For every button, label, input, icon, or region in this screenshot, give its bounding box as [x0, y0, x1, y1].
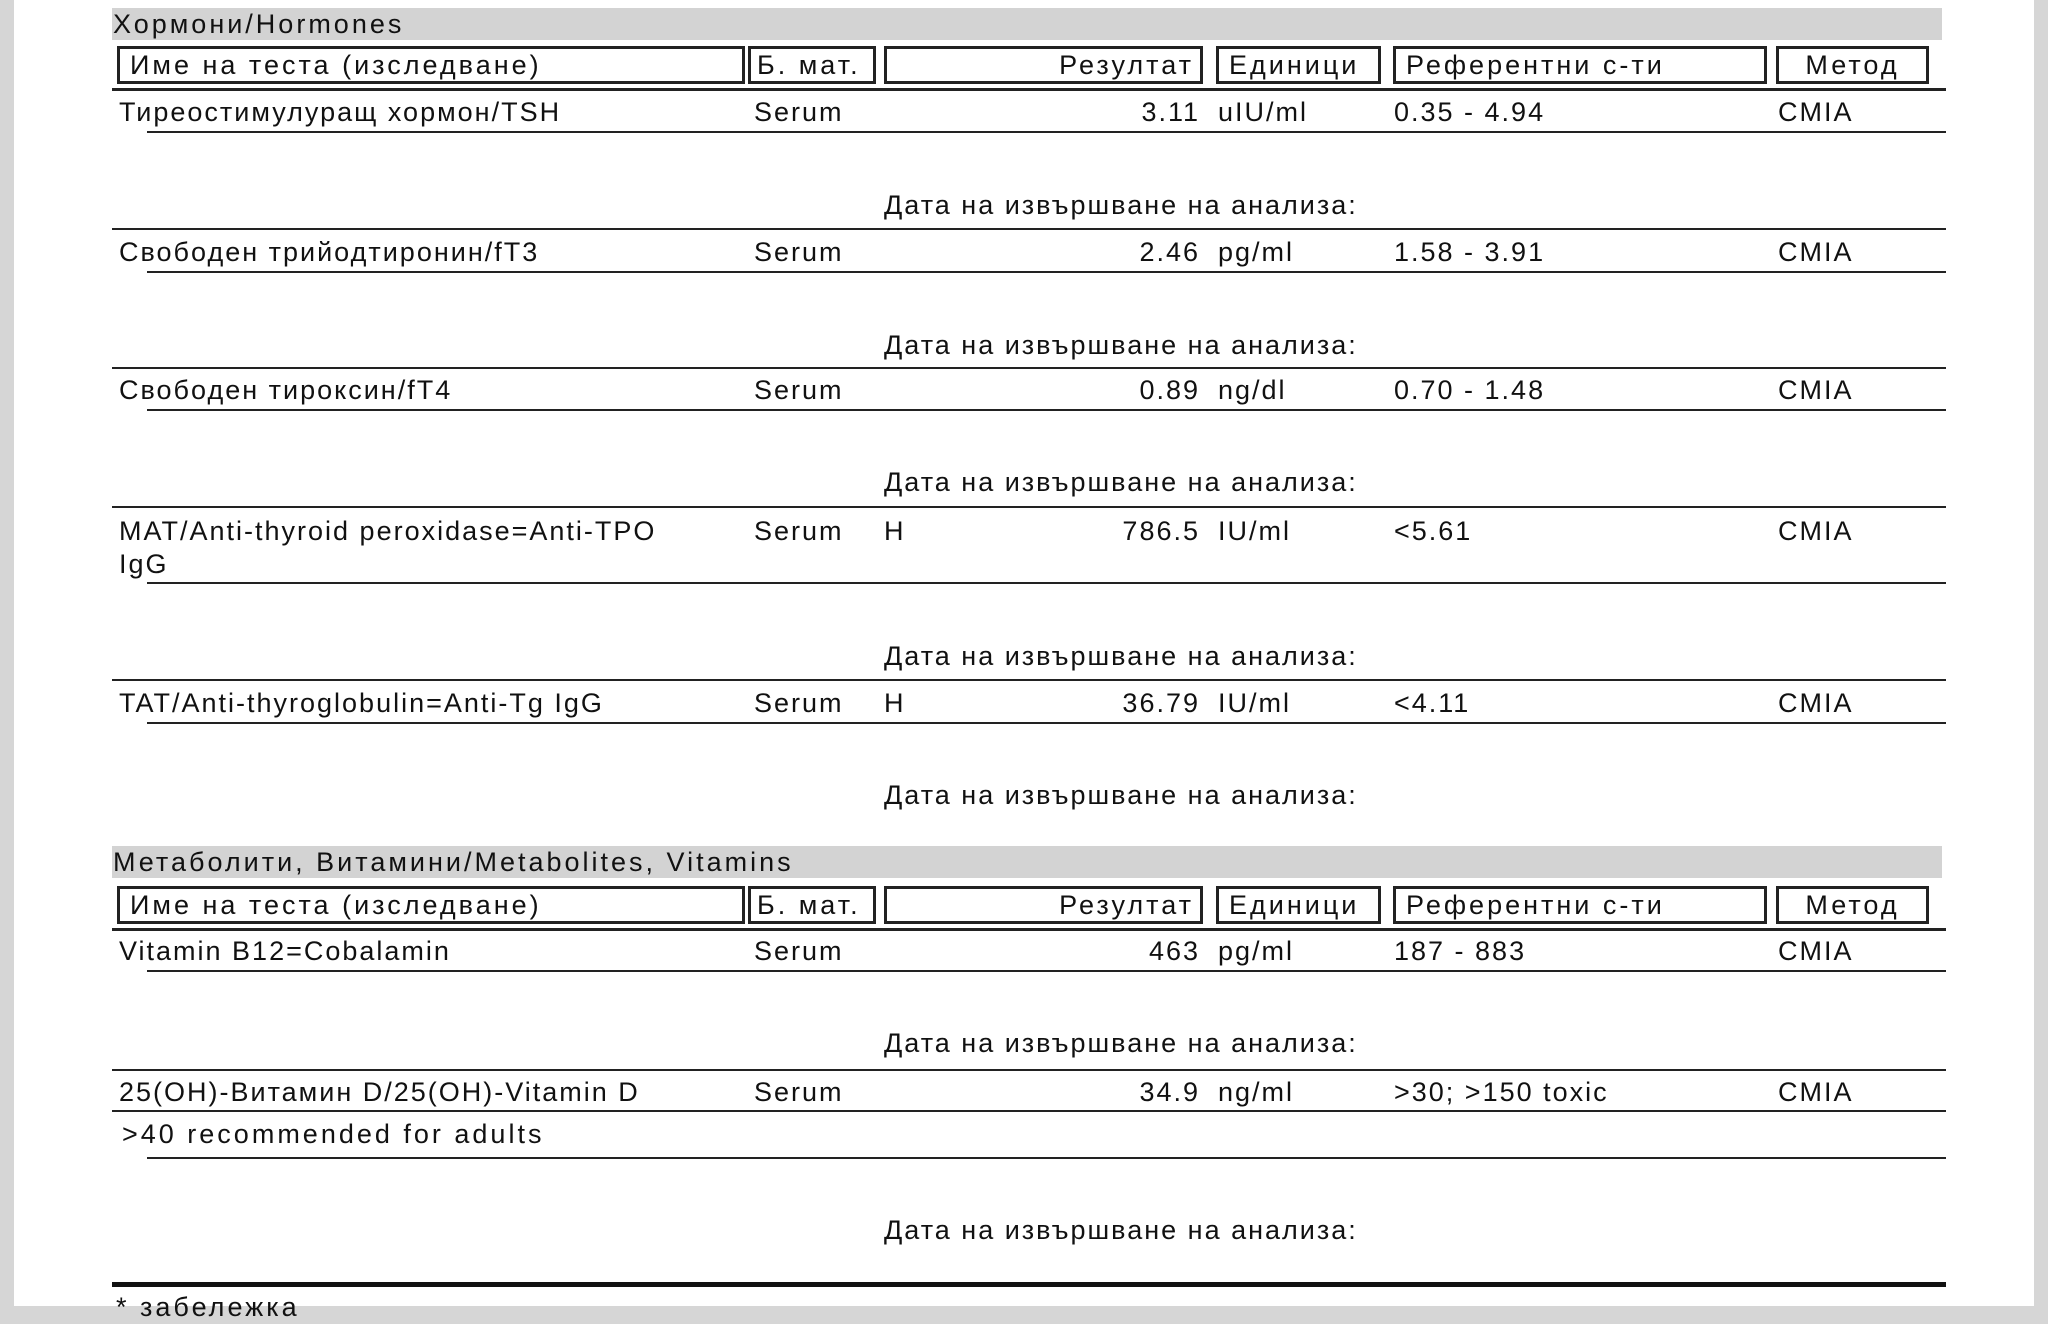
- material: Serum: [754, 237, 844, 267]
- reference-range: 0.35 - 4.94: [1394, 97, 1546, 127]
- method: CMIA: [1778, 97, 1854, 127]
- row-rule: [112, 228, 1946, 230]
- test-name: Свободен трийодтиронин/fT3: [119, 237, 540, 267]
- column-header-result: Резултат: [884, 46, 1203, 84]
- test-name: Свободен тироксин/fT4: [119, 375, 453, 405]
- analysis-date-label: Дата на извършване на анализа:: [884, 467, 1358, 497]
- method: CMIA: [1778, 1077, 1854, 1107]
- material: Serum: [754, 97, 844, 127]
- analysis-date-label: Дата на извършване на анализа:: [884, 1215, 1358, 1245]
- method: CMIA: [1778, 237, 1854, 267]
- section-title-hormones: Хормони/Hormones: [113, 9, 405, 39]
- analysis-date-label: Дата на извършване на анализа:: [884, 641, 1358, 671]
- row-rule: [147, 271, 1946, 273]
- analysis-date-label: Дата на извършване на анализа:: [884, 780, 1358, 810]
- result-value: 463: [1148, 936, 1200, 966]
- material: Serum: [754, 688, 844, 718]
- abnormal-flag: H: [884, 516, 906, 546]
- reference-range: <4.11: [1394, 688, 1471, 718]
- result-value: 0.89: [1139, 375, 1200, 405]
- material: Serum: [754, 936, 844, 966]
- reference-range: 0.70 - 1.48: [1394, 375, 1546, 405]
- result-value: 786.5: [1122, 516, 1200, 546]
- row-rule: [112, 506, 1946, 508]
- footer-note: * забележка: [116, 1292, 300, 1322]
- abnormal-flag: H: [884, 688, 906, 718]
- result-value: 36.79: [1122, 688, 1200, 718]
- units: uIU/ml: [1218, 97, 1309, 127]
- row-rule: [112, 1069, 1946, 1071]
- test-name: TAT/Anti-thyroglobulin=Anti-Tg IgG: [119, 688, 604, 718]
- reference-range: 187 - 883: [1394, 936, 1527, 966]
- units: IU/ml: [1218, 688, 1291, 718]
- units: ng/ml: [1218, 1077, 1295, 1107]
- method: CMIA: [1778, 516, 1854, 546]
- row-rule: [147, 409, 1946, 411]
- row-rule: [147, 582, 1946, 584]
- analysis-date-label: Дата на извършване на анализа:: [884, 330, 1358, 360]
- units: ng/dl: [1218, 375, 1287, 405]
- units: pg/ml: [1218, 237, 1295, 267]
- footer-rule: [112, 1282, 1946, 1287]
- units: pg/ml: [1218, 936, 1295, 966]
- header-rule: [112, 928, 1946, 931]
- analysis-date-label: Дата на извършване на анализа:: [884, 190, 1358, 220]
- section-title-metabolites: Метаболити, Витамини/Metabolites, Vitamins: [113, 847, 794, 877]
- test-name: Тиреостимулуращ хормон/TSH: [119, 97, 562, 127]
- method: CMIA: [1778, 375, 1854, 405]
- column-header-units: Единици: [1216, 46, 1381, 84]
- row-rule: [147, 970, 1946, 972]
- column-header-reference: Референтни с-ти: [1393, 886, 1767, 924]
- header-rule: [112, 88, 1946, 91]
- column-header-reference: Референтни с-ти: [1393, 46, 1767, 84]
- analysis-date-label: Дата на извършване на анализа:: [884, 1028, 1358, 1058]
- row-rule: [112, 367, 1946, 369]
- reference-range: >30; >150 toxic: [1394, 1077, 1609, 1107]
- material: Serum: [754, 1077, 844, 1107]
- result-value: 2.46: [1139, 237, 1200, 267]
- reference-range: <5.61: [1394, 516, 1473, 546]
- method: CMIA: [1778, 936, 1854, 966]
- units: IU/ml: [1218, 516, 1291, 546]
- row-rule: [112, 679, 1946, 681]
- column-header-test-name: Име на теста (изследване): [117, 46, 745, 84]
- test-name: 25(OH)-Витамин D/25(OH)-Vitamin D: [119, 1077, 640, 1107]
- method: CMIA: [1778, 688, 1854, 718]
- column-header-material: Б. мат.: [748, 46, 876, 84]
- result-value: 34.9: [1139, 1077, 1200, 1107]
- column-header-units: Единици: [1216, 886, 1381, 924]
- row-rule: [112, 1110, 1946, 1112]
- column-header-material: Б. мат.: [748, 886, 876, 924]
- test-name: Vitamin B12=Cobalamin: [119, 936, 451, 966]
- column-header-test-name: Име на теста (изследване): [117, 886, 745, 924]
- material: Serum: [754, 375, 844, 405]
- column-header-result: Резултат: [884, 886, 1203, 924]
- row-rule: [147, 1157, 1946, 1159]
- test-name: MAT/Anti-thyroid peroxidase=Anti-TPO: [119, 516, 657, 546]
- material: Serum: [754, 516, 844, 546]
- column-header-method: Метод: [1776, 46, 1929, 84]
- result-value: 3.11: [1141, 97, 1200, 127]
- result-comment: >40 recommended for adults: [122, 1119, 545, 1149]
- reference-range: 1.58 - 3.91: [1394, 237, 1546, 267]
- row-rule: [147, 722, 1946, 724]
- test-name-continued: IgG: [119, 549, 169, 579]
- column-header-method: Метод: [1776, 886, 1929, 924]
- row-rule: [147, 131, 1946, 133]
